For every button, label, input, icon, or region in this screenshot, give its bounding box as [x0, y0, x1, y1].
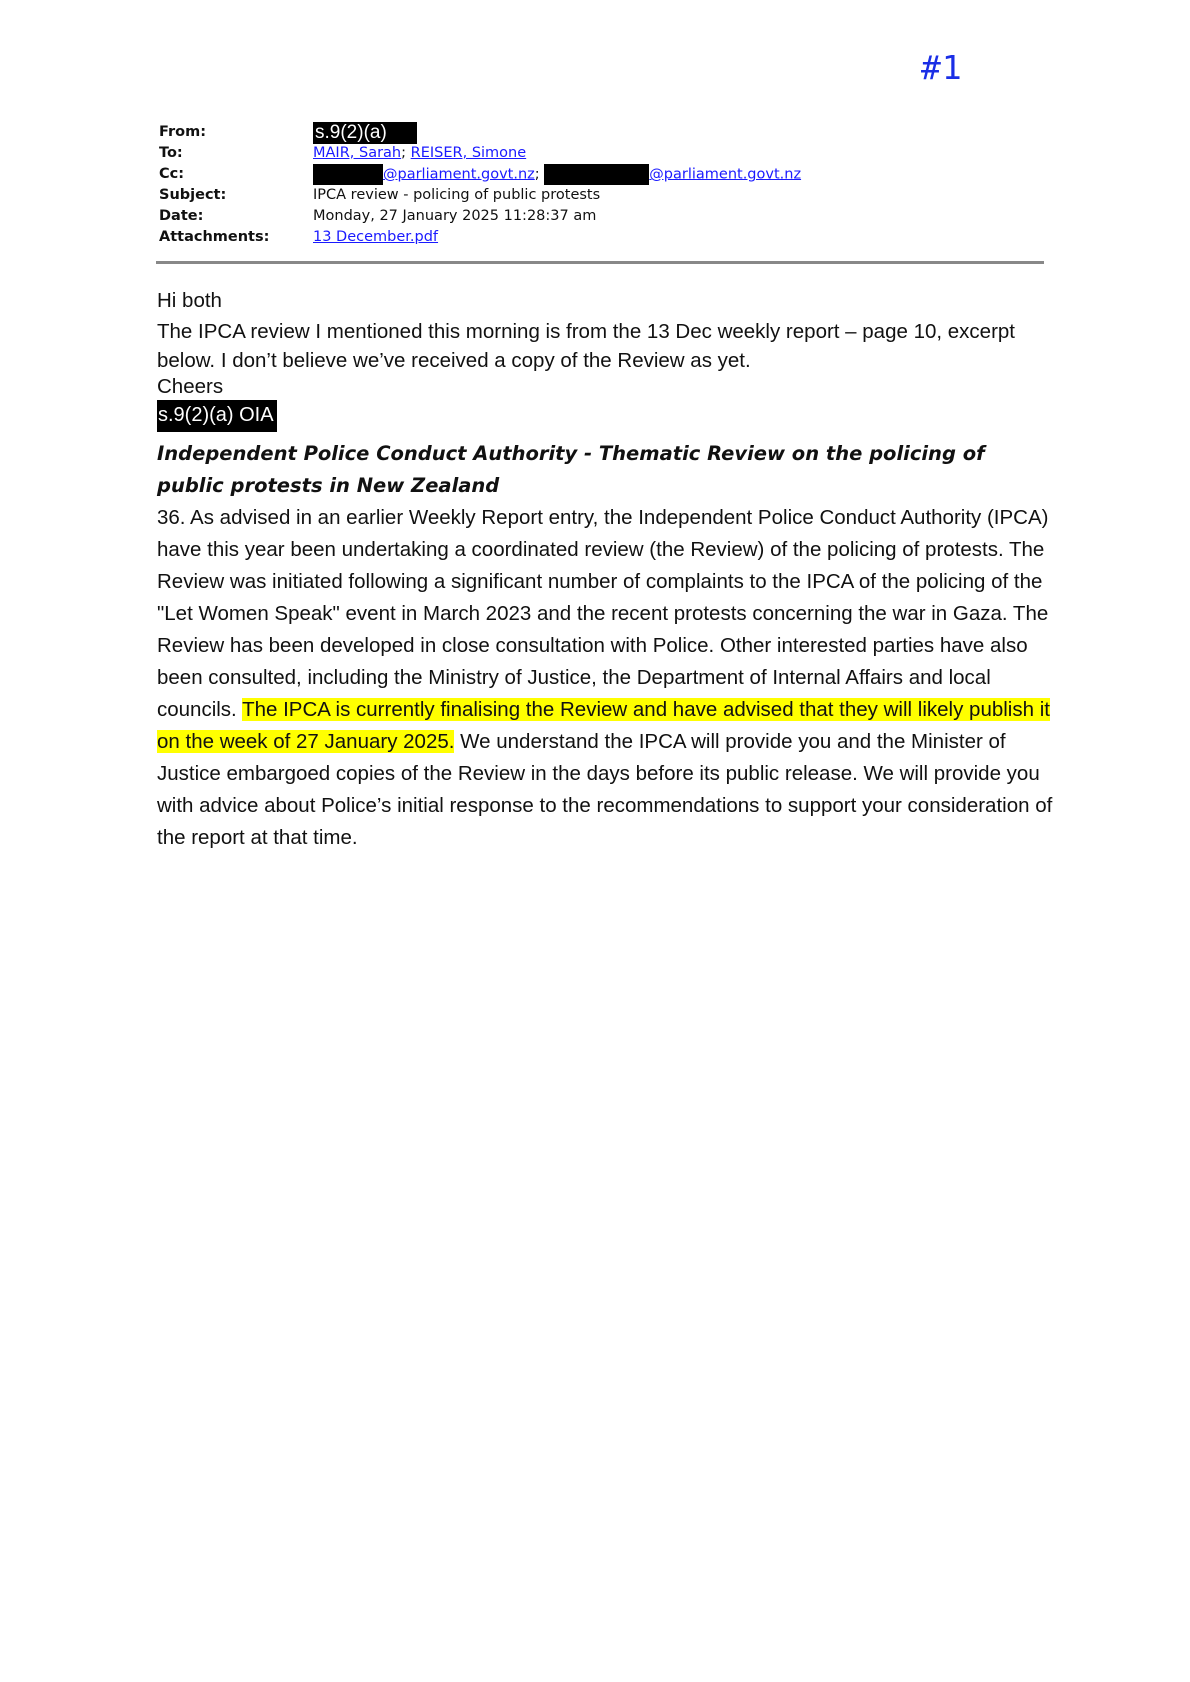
- cc-redaction: [544, 164, 649, 185]
- section-title: Independent Police Conduct Authority - Thematic Review on the policing of public protests in New Zealand: [157, 442, 985, 497]
- intro-paragraph: The IPCA review I mentioned this morning is from the 13 Dec weekly report – page 10, excerpt below. I don’t believe we’ve received a copy of the Review as yet.: [157, 320, 1015, 372]
- report-paragraph-text: We understand the IPCA will provide you and the Minister of Justice embargoed copies of the Review in the days before its public release. We will provide you with advice about Police’s initial response to the recommendations to support your consideration of the report at that time.: [157, 730, 1053, 849]
- subject-row: [159, 185, 1043, 206]
- from-row: [159, 122, 1043, 143]
- subject-label: Subject:: [159, 187, 227, 203]
- greeting: Hi both: [157, 289, 222, 312]
- signature-redaction: s.9(2)(a) OIA: [157, 400, 277, 432]
- email-body: [157, 285, 1057, 854]
- date-label: Date:: [159, 208, 204, 224]
- cc-recipient-link[interactable]: @parliament.govt.nz: [649, 166, 802, 183]
- header-divider: [156, 261, 1044, 264]
- attachment-link[interactable]: 13 December.pdf: [313, 229, 439, 245]
- subject-value: IPCA review - policing of public protests: [313, 187, 601, 203]
- date-value: Monday, 27 January 2025 11:28:37 am: [313, 208, 597, 224]
- to-label: To:: [159, 145, 183, 161]
- to-recipient-link[interactable]: MAIR, Sarah: [313, 145, 402, 161]
- attachments-row: [159, 227, 1043, 248]
- report-paragraph: [157, 502, 1057, 854]
- report-paragraph-text: 36. As advised in an earlier Weekly Report entry, the Independent Police Conduct Authority (IPCA) have this year been undertaking a coordinated review (the Review) of the policing of protests. The Review was initiated following a significant number of complaints to the IPCA of the policing of the "Let Women Speak" event in March 2023 and the recent protests concerning the war in Gaza. The Review has been developed in close consultation with Police. Other interested parties have also been consulted, including the Ministry of Justice, the Department of Internal Affairs and local councils.: [157, 506, 1049, 721]
- cc-recipient-link[interactable]: @parliament.govt.nz: [383, 166, 535, 183]
- to-row: [159, 143, 1043, 164]
- email-header: [159, 122, 1043, 248]
- to-recipient-link[interactable]: REISER, Simone: [410, 145, 527, 161]
- cc-redaction: [313, 164, 383, 185]
- from-label: From:: [159, 124, 206, 140]
- date-row: [159, 206, 1043, 227]
- to-separator: ;: [401, 145, 411, 161]
- cc-separator: ;: [534, 166, 545, 183]
- cc-row: [159, 164, 1043, 185]
- signoff: Cheers: [157, 375, 224, 398]
- page-number: #1: [921, 48, 963, 87]
- attachments-label: Attachments:: [159, 229, 270, 245]
- highlighted-text: The IPCA is currently finalising the Review and have advised that they will likely publish it on the week of 27 January 2025.: [157, 698, 1050, 753]
- cc-label: Cc:: [159, 166, 185, 182]
- from-redaction: s.9(2)(a): [313, 122, 417, 144]
